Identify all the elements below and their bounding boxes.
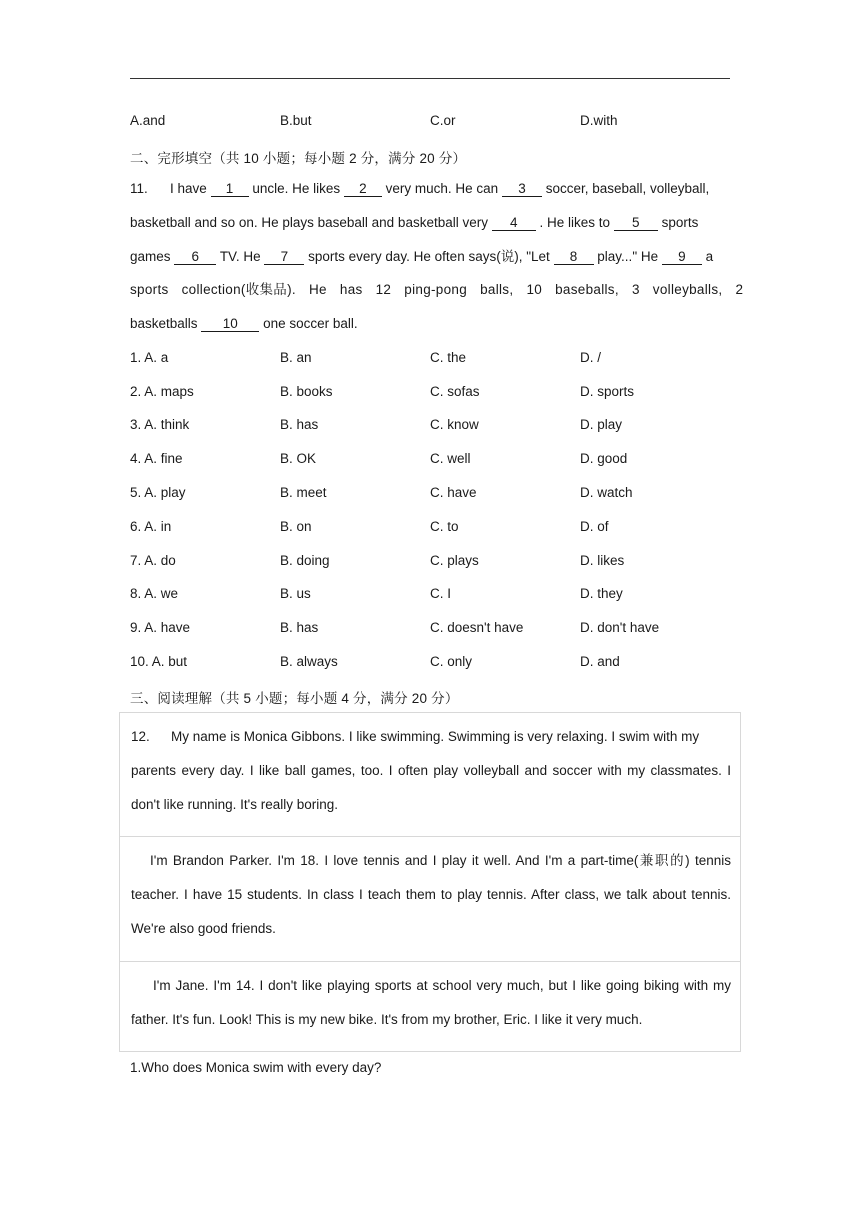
cloze-text: . He likes to	[539, 214, 611, 230]
cloze-blank-5: 5	[614, 215, 658, 231]
cloze-blank-8: 8	[554, 249, 594, 265]
option-c: C. to	[430, 519, 459, 534]
option-c: C. only	[430, 654, 473, 669]
cloze-text: uncle. He likes	[252, 181, 341, 196]
cloze-text: basketball and so on. He plays baseball and basketball very	[130, 214, 488, 230]
passage-line: I'm Brandon Parker. I'm 18. I love tennis and I play it well. And I'm a part-time(兼职的) tennis	[150, 853, 731, 868]
option-c: C.or	[430, 113, 456, 128]
cloze-text: one soccer ball.	[263, 316, 358, 332]
option-a: 7. A. do	[130, 553, 176, 568]
cloze-options-row-3	[130, 417, 730, 437]
passage-line: don't like running. It's really boring.	[131, 796, 339, 812]
cloze-options-row-5	[130, 485, 730, 505]
option-b: B. OK	[280, 451, 317, 466]
cloze-options-row-8	[130, 586, 730, 606]
passage-line	[131, 720, 731, 754]
option-b: B. has	[280, 620, 319, 635]
option-c: C. I	[430, 586, 452, 601]
cloze-options-row-9	[130, 620, 730, 640]
section-3-title: 三、阅读理解（共 5 小题；每小题 4 分，满分 20 分）	[130, 691, 459, 706]
option-d: D. don't have	[580, 620, 660, 635]
reading-passage-1	[131, 720, 731, 821]
cloze-text: very much. He can	[385, 181, 499, 196]
option-a: 8. A. we	[130, 586, 179, 601]
cloze-line-1	[130, 172, 730, 206]
cloze-blank-4: 4	[492, 215, 536, 231]
passage-line: parents every day. I like ball games, too. I often play volleyball and soccer with my classmates. I	[131, 762, 731, 778]
option-b: B. books	[280, 384, 333, 399]
cloze-options-row-7	[130, 553, 730, 573]
reading-question-1: 1.Who does Monica swim with every day?	[130, 1060, 382, 1075]
option-a: 6. A. in	[130, 519, 172, 534]
passage-text: My name is Monica Gibbons. I like swimming. Swimming is very relaxing. I swim with my	[171, 729, 700, 744]
option-d: D. sports	[580, 384, 635, 399]
reading-passage-cell-1	[119, 712, 741, 837]
option-d: D. watch	[580, 485, 633, 500]
passage-line: teacher. I have 15 students. In class I teach them to play tennis. After class, we talk about tennis.	[131, 886, 731, 902]
cloze-blank-7: 7	[264, 249, 304, 265]
option-d: D. good	[580, 451, 628, 466]
option-a: 10. A. but	[130, 654, 188, 669]
option-b: B. doing	[280, 553, 330, 568]
cloze-text: games	[130, 248, 171, 264]
cloze-options-row-10	[130, 654, 730, 674]
cloze-line-3	[130, 240, 730, 274]
option-b: B. on	[280, 519, 312, 534]
cloze-text: sports every day. He often says(说), "Let	[308, 248, 550, 264]
section-2-title: 二、完形填空（共 10 小题；每小题 2 分，满分 20 分）	[130, 151, 467, 166]
cloze-text: TV. He	[219, 248, 261, 264]
cloze-text: a	[705, 248, 714, 264]
cloze-blank-6: 6	[174, 249, 216, 265]
option-d: D. they	[580, 586, 623, 601]
reading-passage-cell-2	[119, 836, 741, 962]
option-c: C. plays	[430, 553, 479, 568]
question-number: 11.	[130, 181, 148, 196]
option-a: 9. A. have	[130, 620, 191, 635]
option-a: 2. A. maps	[130, 384, 194, 399]
passage-line: I'm Jane. I'm 14. I don't like playing sports at school very much, but I like going biking with my	[153, 978, 731, 993]
option-c: C. have	[430, 485, 477, 500]
cloze-text: play..." He	[597, 248, 659, 264]
option-c: C. know	[430, 417, 479, 432]
cloze-line-4: sports collection(收集品). He has 12 ping-pong balls, 10 baseballs, 3 volleyballs, 2	[130, 282, 744, 298]
option-d: D. play	[580, 417, 623, 432]
prev-question-options	[130, 113, 730, 133]
cloze-text: basketballs	[130, 316, 198, 332]
cloze-options-row-1	[130, 350, 730, 370]
cloze-text: I have	[170, 181, 207, 196]
option-a: 3. A. think	[130, 417, 190, 432]
option-c: C. doesn't have	[430, 620, 524, 635]
option-d: D. likes	[580, 553, 625, 568]
option-c: C. sofas	[430, 384, 480, 399]
cloze-blank-1: 1	[211, 181, 249, 197]
passage-line: We're also good friends.	[131, 920, 276, 936]
reading-passage-3	[131, 969, 731, 1037]
cloze-options-row-2	[130, 384, 730, 404]
cloze-blank-3: 3	[502, 181, 542, 197]
option-b: B.but	[280, 113, 312, 128]
option-d: D. /	[580, 350, 602, 365]
cloze-options-row-6	[130, 519, 730, 539]
option-c: C. the	[430, 350, 467, 365]
option-b: B. meet	[280, 485, 327, 500]
option-a: 1. A. a	[130, 350, 169, 365]
cloze-text: soccer, baseball, volleyball,	[545, 181, 710, 196]
option-b: B. has	[280, 417, 319, 432]
reading-passage-2	[131, 844, 731, 945]
option-b: B. us	[280, 586, 311, 601]
cloze-blank-2: 2	[344, 181, 382, 197]
option-a: 4. A. fine	[130, 451, 183, 466]
option-a: A.and	[130, 113, 166, 128]
option-d: D. and	[580, 654, 620, 669]
option-d: D. of	[580, 519, 609, 534]
option-a: 5. A. play	[130, 485, 186, 500]
cloze-text: sports	[661, 214, 699, 230]
cloze-options-row-4	[130, 451, 730, 471]
option-d: D.with	[580, 113, 618, 128]
option-c: C. well	[430, 451, 471, 466]
cloze-blank-9: 9	[662, 249, 702, 265]
reading-passage-cell-3	[119, 961, 741, 1052]
question-number: 12.	[131, 729, 150, 744]
option-b: B. always	[280, 654, 338, 669]
cloze-passage	[130, 172, 744, 341]
header-rule	[130, 78, 730, 79]
cloze-blank-10: 10	[201, 316, 259, 332]
passage-line: father. It's fun. Look! This is my new bike. It's from my brother, Eric. I like it very much.	[131, 1011, 643, 1027]
cloze-line-5	[130, 307, 730, 341]
option-b: B. an	[280, 350, 312, 365]
cloze-line-2	[130, 206, 730, 240]
